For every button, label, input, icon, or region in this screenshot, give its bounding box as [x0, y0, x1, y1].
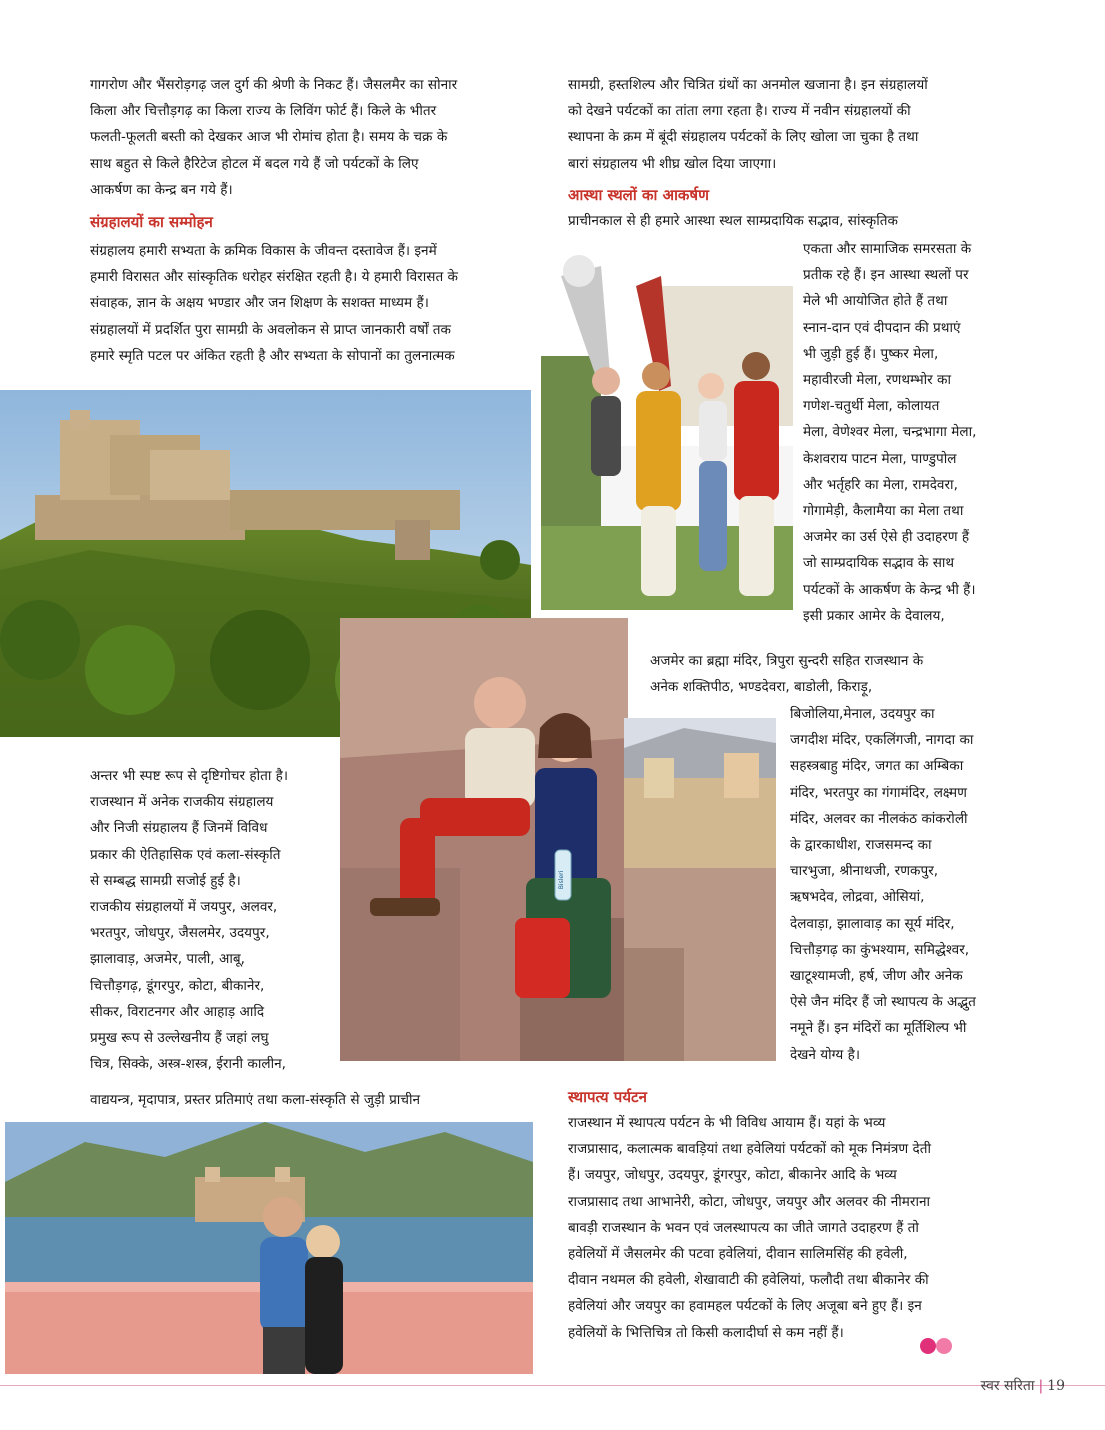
text-line: मंदिर, अलवर का नीलकंठ कांकरोली: [790, 810, 968, 827]
tourists-steps-photo: [340, 618, 628, 1061]
text-line: हवेलियां और जयपुर का हवामहल पर्यटकों के लिए अजूबा बने हुए हैं। इन: [568, 1298, 922, 1315]
text-line: ऐसे जैन मंदिर हैं जो स्थापत्य के अद्भुत: [790, 994, 976, 1011]
city-view-illustration: [624, 718, 776, 1061]
text-line: हवेलियों के भित्तिचित्र तो किसी कलादीर्घा से कम नहीं हैं।: [568, 1324, 844, 1341]
text-line: प्रकार की ऐतिहासिक एवं कला-संस्कृति: [90, 846, 281, 863]
end-dot-icon: [936, 1338, 952, 1354]
text-line: देखने योग्य है।: [790, 1046, 861, 1063]
text-line: भी जुड़ी हुई हैं। पुष्कर मेला,: [803, 345, 939, 362]
text-line: अनेक शक्तिपीठ, भण्डदेवरा, बाडोली, किराड़ू,: [650, 679, 873, 696]
text-line: चित्र, सिक्के, अस्त्र-शस्त्र, ईरानी कालीन,: [90, 1056, 286, 1073]
text-line: हैं। जयपुर, जोधपुर, उदयपुर, डूंगरपुर, कोटा, बीकानेर आदि के भव्य: [568, 1167, 897, 1184]
text-line: एकता और सामाजिक समरसता के: [803, 241, 972, 257]
text-line: प्रतीक रहे हैं। इन आस्था स्थलों पर: [803, 267, 969, 284]
text-line: चित्तौड़गढ़, डूंगरपुर, कोटा, बीकानेर,: [90, 977, 265, 994]
architecture-text: [568, 1110, 1010, 1346]
text-line: और भर्तृहरि का मेला, रामदेवरा,: [803, 476, 958, 493]
text-line: राजप्रासाद, कलात्मक बावड़ियां तथा हवेलियां पर्यटकों को मूक निमंत्रण देती: [568, 1141, 932, 1158]
text-line: साथ बहुत से किले हैरिटेज होटल में बदल गये हैं जो पर्यटकों के लिए: [90, 155, 419, 172]
text-line: सहस्त्रबाहु मंदिर, जगत का अम्बिका: [790, 758, 964, 775]
museum-continued-text: [90, 763, 330, 1077]
text-line: राजकीय संग्रहालयों में जयपुर, अलवर,: [90, 899, 278, 916]
museum-heading: संग्रहालयों का सम्मोहन: [90, 213, 213, 231]
faith-first-line: [568, 208, 1010, 234]
text-line: मेला, वेणेश्वर मेला, चन्द्रभागा मेला,: [803, 424, 977, 441]
text-line: प्रमुख रूप से उल्लेखनीय हैं जहां लघु: [90, 1030, 269, 1047]
footer-separator: |: [1038, 1378, 1044, 1394]
text-line: आकर्षण का केन्द्र बन गये हैं।: [90, 181, 233, 198]
bottle-label: Bisleri: [558, 870, 565, 890]
end-mark-dots: [920, 1338, 960, 1356]
text-line: किला और चित्तौड़गढ़ का किला राज्य के लिविंग फोर्ट हैं। किले के भीतर: [90, 103, 437, 120]
text-line: गागरोण और भैंसरोड़गढ़ जल दुर्ग की श्रेणी के निकट हैं। जैसलमैर का सोनार: [90, 77, 458, 93]
text-line: प्राचीनकाल से ही हमारे आस्था स्थल साम्प्रदायिक सद्भाव, सांस्कृतिक: [568, 213, 898, 229]
text-line: इसी प्रकार आमेर के देवालय,: [803, 607, 945, 624]
text-line: अन्तर भी स्पष्ट रूप से दृष्टिगोचर होता है।: [90, 768, 289, 784]
museum-bottom-line: [90, 1087, 532, 1113]
text-line: से सम्बद्ध सामग्री सजोई हुई है।: [90, 872, 241, 889]
faith-heading: आस्था स्थलों का आकर्षण: [568, 186, 709, 204]
festival-illustration: [541, 246, 793, 610]
text-line: संवाहक, ज्ञान के अक्षय भण्डार और जन शिक्षण के सशक्त माध्यम हैं।: [90, 295, 429, 312]
text-line: के द्वारकाधीश, राजसमन्द का: [790, 837, 932, 854]
text-line: महावीरजी मेला, रणथम्भोर का: [803, 372, 952, 389]
faith-narrow-text: [803, 236, 1010, 629]
text-line: गणेश-चतुर्थी मेला, कोलायत: [803, 398, 940, 415]
text-line: मंदिर, भरतपुर का गंगामंदिर, लक्ष्मण: [790, 784, 967, 801]
text-line: चित्तौड़गढ़ का कुंभश्याम, समिद्धेश्वर,: [790, 941, 970, 958]
page-footer: [981, 1376, 1065, 1396]
end-dot-icon: [920, 1338, 936, 1354]
city-view-photo: [624, 718, 776, 1061]
text-line: हवेलियों में जैसलमेर की पटवा हवेलियां, दीवान सालिमसिंह की हवेली,: [568, 1246, 908, 1263]
text-line: अजमेर का ब्रह्मा मंदिर, त्रिपुरा सुन्दरी सहित राजस्थान के: [650, 653, 924, 669]
lake-palace-illustration: [5, 1122, 533, 1374]
text-line: पर्यटकों के आकर्षण के केन्द्र भी हैं।: [803, 581, 976, 598]
text-line: गोगामेड़ी, कैलामैया का मेला तथा: [803, 503, 964, 520]
festival-photo: [541, 246, 793, 610]
text-line: और निजी संग्रहालय हैं जिनमें विविध: [90, 820, 268, 837]
text-line: ऋषभदेव, लोद्रवा, ओसियां,: [790, 889, 925, 906]
text-line: सीकर, विराटनगर और आहाड़ आदि: [90, 1003, 265, 1020]
text-line: मेले भी आयोजित होते हैं तथा: [803, 293, 948, 310]
text-line: राजप्रासाद तथा आभानेरी, कोटा, जोधपुर, जयपुर और अलवर की नीमराना: [568, 1193, 931, 1210]
text-line: स्थापना के क्रम में बूंदी संग्रहालय पर्यटकों के लिए खोला जा चुका है तथा: [568, 129, 919, 146]
text-line: संग्रहालय हमारी सभ्यता के क्रमिक विकास के जीवन्त दस्तावेज हैं। इनमें: [90, 243, 437, 259]
text-line: जगदीश मंदिर, एकलिंगजी, नागदा का: [790, 732, 974, 749]
text-line: संग्रहालयों में प्रदर्शित पुरा सामग्री के अवलोकन से प्राप्त जानकारी वर्षों तक: [90, 321, 451, 338]
text-line: देलवाड़ा, झालावाड़ का सूर्य मंदिर,: [790, 915, 955, 932]
text-line: वाद्ययन्त्र, मृदापात्र, प्रस्तर प्रतिमाएं तथा कला-संस्कृति से जुड़ी प्राचीन: [90, 1092, 421, 1108]
text-line: बिजोलिया,मेनाल, उदयपुर का: [790, 706, 935, 722]
right-intro-text: [568, 72, 1010, 177]
text-line: अजमेर का उर्स ऐसे ही उदाहरण हैं: [803, 529, 970, 546]
text-line: चारभुजा, श्रीनाथजी, रणकपुर,: [790, 863, 939, 880]
text-line: राजस्थान में अनेक राजकीय संग्रहालय: [90, 794, 274, 811]
text-line: फलती-फूलती बस्ती को देखकर आज भी रोमांच होता है। समय के चक्र के: [90, 129, 448, 146]
museum-text: [90, 238, 532, 369]
text-line: केशवराय पाटन मेला, पाण्डुपोल: [803, 450, 957, 467]
text-line: हमारे स्मृति पटल पर अंकित रहती है और सभ्यता के सोपानों का तुलनात्मक: [90, 347, 455, 364]
text-line: खाटूश्यामजी, हर्ष, जीण और अनेक: [790, 968, 963, 985]
architecture-heading: स्थापत्य पर्यटन: [568, 1088, 647, 1106]
tourists-steps-illustration: [340, 618, 628, 1061]
faith-mid-text: [650, 648, 1010, 700]
magazine-name: स्वर सरिता: [980, 1378, 1035, 1394]
text-line: भरतपुर, जोधपुर, जैसलमेर, उदयपुर,: [90, 925, 270, 942]
text-line: झालावाड़, अजमेर, पाली, आबू,: [90, 951, 245, 968]
text-line: को देखने पर्यटकों का तांता लगा रहता है। राज्य में नवीन संग्रहालयों की: [568, 103, 911, 120]
text-line: राजस्थान में स्थापत्य पर्यटन के भी विविध आयाम हैं। यहां के भव्य: [568, 1115, 886, 1131]
text-line: हमारी विरासत और सांस्कृतिक धरोहर संरक्षित रहती है। ये हमारी विरासत के: [90, 269, 458, 286]
text-line: सामग्री, हस्तशिल्प और चित्रित ग्रंथों का अनमोल खजाना है। इन संग्रहालयों: [568, 77, 928, 93]
left-intro-text: [90, 72, 532, 203]
text-line: बावड़ी राजस्थान के भवन एवं जलस्थापत्य का जीते जागते उदाहरण हैं तो: [568, 1219, 919, 1236]
text-line: बारां संग्रहालय भी शीघ्र खोल दिया जाएगा।: [568, 155, 777, 172]
text-line: नमूने हैं। इन मंदिरों का मूर्तिशिल्प भी: [790, 1020, 967, 1037]
page-number: 19: [1047, 1378, 1065, 1394]
lake-palace-photo: [5, 1122, 533, 1374]
footer-rule: [0, 1385, 1105, 1386]
text-line: दीवान नथमल की हवेली, शेखावाटी की हवेलियां, फलौदी तथा बीकानेर की: [568, 1272, 929, 1289]
text-line: स्नान-दान एवं दीपदान की प्रथाएं: [803, 319, 961, 336]
faith-narrow-text-2: [790, 701, 1010, 1068]
text-line: जो साम्प्रदायिक सद्भाव के साथ: [803, 555, 955, 572]
